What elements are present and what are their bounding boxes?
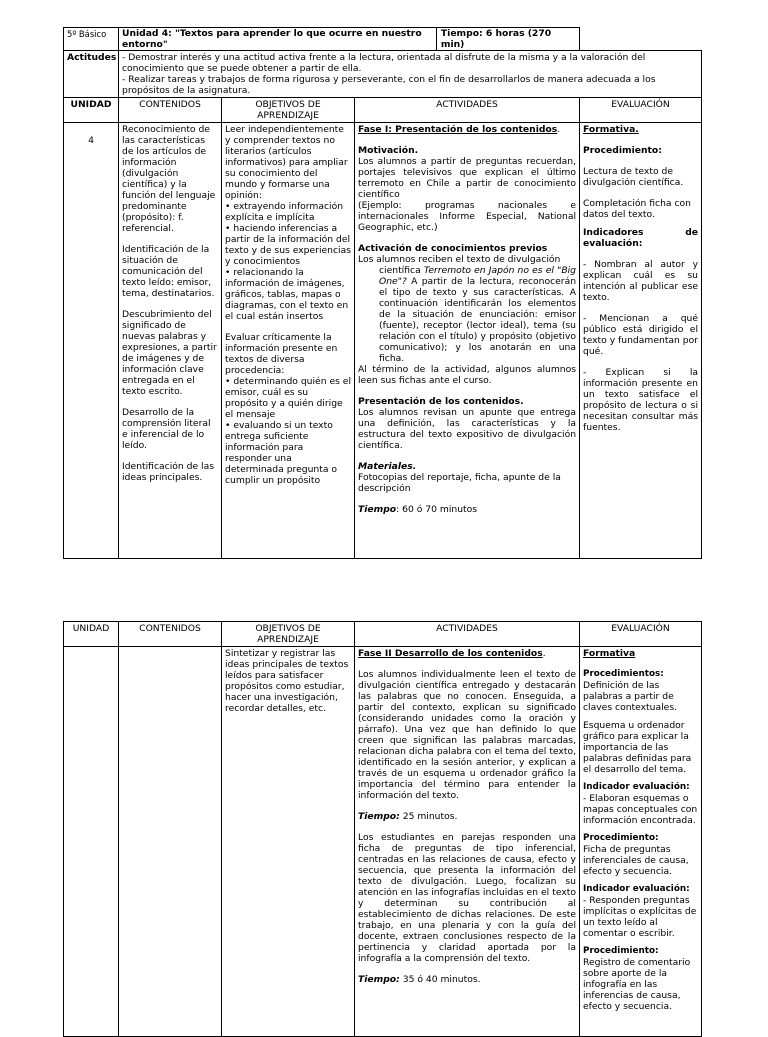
procedimiento-1: Lectura de texto de divulgación científica. xyxy=(583,166,684,188)
procedimientos-text-2: Definición de las palabras a partir de claves contextuales. xyxy=(583,680,678,713)
evaluacion-cell-2 xyxy=(580,647,702,1037)
objetivo-bullet-5: • evaluando si un texto entrega suficiente información para responder una determinada pregunta o cumplir un propósito xyxy=(225,420,338,486)
contenido-4: Desarrollo de la comprensión literal e inferencial de lo leído. xyxy=(122,407,211,451)
activacion-pre: científica xyxy=(379,265,421,276)
objetivo-bullet-4: • determinando quién es el emisor, cuál es su propósito y a quién dirige el mensaje xyxy=(225,376,352,420)
unit-title-cell xyxy=(119,28,580,51)
unit-title: Unidad 4: "Textos para aprender lo que ocurre en nuestro entorno" xyxy=(122,28,422,50)
col-header-unidad: UNIDAD xyxy=(64,98,119,123)
procedimientos-text-2b: Esquema u ordenador gráfico para explicar la importancia de las palabras definidas para el desarrollo del tema. xyxy=(583,720,692,775)
fase-2-title: Fase II Desarrollo de los contenidos xyxy=(358,648,543,659)
activacion-lead: Los alumnos reciben el texto de divulgación xyxy=(358,254,561,265)
lesson-plan-table-2 xyxy=(63,621,702,1037)
objetivo-intro-2: Evaluar críticamente la información presente en textos de diversa procedencia: xyxy=(225,332,338,376)
procedimiento-text-2c: Registro de comentario sobre aporte de la infografía en las inferencias de causa, efecto y secuencia. xyxy=(583,957,691,1012)
tiempo-3-line xyxy=(358,974,576,985)
content-row-2 xyxy=(64,647,702,1037)
attitude-1: - Demostrar interés y una actitud activa frente a la lectura, orientada al disfrute de la misma y a la valoración del conocimiento que se puede obtener a partir de ella. xyxy=(122,52,646,74)
evaluacion-cell xyxy=(580,123,702,559)
col-header-objetivos-2: OBJETIVOS DE APRENDIZAJE xyxy=(222,622,355,647)
actividades-cell-2: Fase II Desarrollo de los contenidos. Los alumnos individualmente leen el texto de divulgación científica entregado y destacarán las palabras que no conocen. Enseguida, a partir del contexto, explican su significado (considerando unidades como la oración y párrafo). Una vez que han definido lo que creen que significan las palabras marcadas, relacionan dicha palabra con el tema del texto, identificado en la sesión anterior, y explican a través de un esquema u ordenador gráfico la importancia del término para entender la información del texto. Tiempo: 25 minutos. Los estudiantes en parejas responden una ficha de preguntas de tipo inferencial, centradas en las relaciones de causa, efecto y secuencia, que presenta la información del texto de divulgación. Luego, focalizan su atención en las infografías incluidas en el texto y determinan su contribución al establecimiento de dichas relaciones. De este trabajo, en una plenaria y con la guía del docente, extraen conclusiones respecto de la pertinencia y claridad aportada por la infografía a la comprensión del texto. Tiempo: 35 ó 40 minutos. xyxy=(355,647,580,1037)
attitude-2: - Realizar tareas y trabajos de forma rigurosa y perseverante, con el fin de desarrollarlos de manera adecuada a los propósitos de la asignatura. xyxy=(122,74,656,96)
activacion-title: Activación de conocimientos previos xyxy=(358,243,548,254)
indicadores-title: Indicadores de evaluación: xyxy=(583,227,699,249)
presentacion-text: Los alumnos revisan un apunte que entrega una definición, las características y la estructura del texto expositivo de divulgación científica. xyxy=(358,407,577,451)
attitudes-row xyxy=(64,51,702,98)
attitudes-label: Actitudes xyxy=(64,51,119,98)
objetivo-sintetizar: Sintetizar y registrar las ideas principales de textos leídos para satisfacer propósitos como estudiar, hacer una investigación, recordar detalles, etc. xyxy=(225,648,349,714)
tiempo-value: : 60 ó 70 minutos xyxy=(396,504,478,515)
indicador-title-2a: Indicador evaluación: xyxy=(583,782,690,792)
motivacion-text: Los alumnos a partir de preguntas recuerdan, portajes televisivos que explican el último terremoto en Chile a partir de conocimiento científico xyxy=(358,156,577,200)
procedimiento-title-2b: Procedimiento: xyxy=(583,833,659,843)
materiales-text: Fotocopias del reportaje, ficha, apunte de la descripción xyxy=(358,472,561,494)
tiempo-label: Tiempo xyxy=(358,504,397,515)
article-title: Terremoto en Japón no es el "Big One"? xyxy=(379,265,577,287)
tiempo-2-value: 25 minutos. xyxy=(399,811,458,822)
tiempo-2-line xyxy=(358,811,576,822)
fase-2-paragraph-2: Los estudiantes en parejas responden una ficha de preguntas de tipo inferencial, centradas en las relaciones de causa, efecto y secuencia, que presenta la información del texto de divulgación. Luego, focalizan su atención en las infografías incluidas en el texto y determinan su contribución al establecimiento de dichas relaciones. De este trabajo, en una plenaria y con la guía del docente, extraen conclusiones respecto de la pertinencia y claridad aportada por la infografía a la comprensión del texto. xyxy=(358,832,576,964)
activacion-termino: Al término de la actividad, algunos alumnos leen sus fichas ante el curso. xyxy=(358,364,577,386)
contenido-5: Identificación de las ideas principales. xyxy=(122,461,214,483)
contenidos-cell-2 xyxy=(119,647,222,1037)
indicador-text-2a: - Elaboran esquemas o mapas conceptuales con información encontrada. xyxy=(583,793,698,826)
unidad-cell-2 xyxy=(64,647,119,1037)
fase-2-paragraph-1: Los alumnos individualmente leen el texto de divulgación científica entregado y destacarán las palabras que no conocen. Enseguida, a partir del contexto, explican su significado (considerando unidades como la oración y párrafo). Una vez que han definido lo que creen que significan las palabras marcadas, relacionan dicha palabra con el tema del texto, identificado en la sesión anterior, y explican a través de un esquema u ordenador gráfico la importancia del término para entender la información del texto. xyxy=(358,669,576,801)
unit-time: Tiempo: 6 horas (270 min) xyxy=(436,28,576,50)
col-header-contenidos-2: CONTENIDOS xyxy=(119,622,222,647)
col-header-actividades-2: ACTIVIDADES xyxy=(355,622,580,647)
col-header-actividades: ACTIVIDADES xyxy=(355,98,580,123)
indicador-3: - Explican si la información presente en un texto satisface el propósito de lectura o si necesitan consultar más fuentes. xyxy=(583,367,699,433)
objetivo-bullet-2: • haciendo inferencias a partir de la información del texto y de sus experiencias y conocimientos xyxy=(225,223,351,267)
grade-cell: 5º Básico xyxy=(64,28,119,51)
indicador-1: - Nombran al autor y explican cuál es su intención al publicar ese texto. xyxy=(583,259,699,303)
contenidos-cell xyxy=(119,123,222,559)
tiempo-3-label: Tiempo: xyxy=(358,974,400,985)
col-header-evaluacion-2: EVALUACIÓN xyxy=(580,622,702,647)
column-header-row xyxy=(64,98,702,123)
attitudes-cell xyxy=(119,51,702,98)
tiempo-line xyxy=(358,504,576,515)
procedimiento-title: Procedimiento: xyxy=(583,145,662,156)
objetivo-intro-1: Leer independientemente y comprender textos no literarios (artículos informativos) para ampliar su conocimiento del mundo y formarse una opinión: xyxy=(225,124,348,201)
content-row xyxy=(64,123,702,559)
indicador-2: - Mencionan a qué público está dirigido el texto y fundamentan por qué. xyxy=(583,313,699,357)
lesson-plan-table-1 xyxy=(63,27,702,559)
col-header-evaluacion: EVALUACIÓN xyxy=(580,98,702,123)
column-header-row-2 xyxy=(64,622,702,647)
objetivo-bullet-3: • relacionando la información de imágenes, gráficos, tablas, mapas o diagramas, con el texto en el cual están insertos xyxy=(225,267,349,322)
objetivos-cell-2 xyxy=(222,647,355,1037)
activacion-body xyxy=(358,265,576,364)
formativa-label-2: Formativa xyxy=(583,648,636,659)
materiales-title: Materiales. xyxy=(358,461,417,472)
actividades-cell: Fase I: Presentación de los contenidos. Motivación. Los alumnos a partir de preguntas recuerdan, portajes televisivos que explican el último terremoto en Chile a partir de conocimiento científico (Ejemplo: programas nacionales e internacionales Informe Especial, National Geographic, etc.) Activación de conocimientos previos Los alumnos reciben el texto de divulgación científica Terremoto en Japón no es el "Big One"? A partir de la lectura, reconocerán el tipo de texto y sus características. A continuación identificarán los elementos de la situación de enunciación: emisor (fuente), receptor (lector ideal), tema (su relación con el título) y propósito (objetivo comunicativo); y los anotarán en una ficha. Al término de la actividad, algunos alumnos leen sus fichas ante el curso. Presentación de los contenidos. Los alumnos revisan un apunte que entrega una definición, las características y la estructura del texto expositivo de divulgación científica. Materiales. Fotocopias del reportaje, ficha, apunte de la descripción Tiempo: 60 ó 70 minutos xyxy=(355,123,580,559)
unidad-number: 4 xyxy=(88,135,94,146)
procedimiento-title-2c: Procedimiento: xyxy=(583,946,659,956)
tiempo-3-value: 35 ó 40 minutos. xyxy=(399,974,481,985)
formativa-label: Formativa. xyxy=(583,124,639,135)
procedimiento-2: Completación ficha con datos del texto. xyxy=(583,198,691,220)
col-header-contenidos: CONTENIDOS xyxy=(119,98,222,123)
presentacion-title: Presentación de los contenidos. xyxy=(358,396,524,407)
col-header-objetivos: OBJETIVOS DE APRENDIZAJE xyxy=(222,98,355,123)
indicador-text-2b: - Responden preguntas implícitas o explícitas de un texto leído al comentar o escribir. xyxy=(583,895,697,939)
contenido-1: Reconocimiento de las características de los artículos de información (divulgación científica) y la función del lenguaje predominante (propósito): f. referencial. xyxy=(122,124,216,234)
contenido-2: Identificación de la situación de comunicación del texto leído: emisor, tema, destinatarios. xyxy=(122,244,215,299)
unit-header-row xyxy=(64,28,702,51)
contenido-3: Descubrimiento del significado de nuevas palabras y expresiones, a partir de imágenes y de información clave entregada en el texto escrito. xyxy=(122,309,217,397)
col-header-unidad-2: UNIDAD xyxy=(64,622,119,647)
unidad-cell xyxy=(64,123,119,559)
procedimientos-title-2: Procedimientos: xyxy=(583,669,664,679)
objetivos-cell xyxy=(222,123,355,559)
activacion-rest: A partir de la lectura, reconocerán el tipo de texto y sus características. A continuación identificarán los elementos de la situación de enunciación: emisor (fuente), receptor (lector ideal), tema (su relación con el título) y propósito (objetivo comunicativo); y los anotarán en una ficha. xyxy=(379,276,577,364)
objetivo-bullet-1: • extrayendo información explícita e implícita xyxy=(225,201,344,223)
indicador-title-2b: Indicador evaluación: xyxy=(583,884,690,894)
motivacion-example: (Ejemplo: programas nacionales e internacionales Informe Especial, National Geographic, etc.) xyxy=(358,200,577,233)
procedimiento-text-2b: Ficha de preguntas inferenciales de causa, efecto y secuencia. xyxy=(583,844,689,877)
fase-1-title: Fase I: Presentación de los contenidos xyxy=(358,124,558,135)
motivacion-title: Motivación. xyxy=(358,145,419,156)
tiempo-2-label: Tiempo: xyxy=(358,811,400,822)
